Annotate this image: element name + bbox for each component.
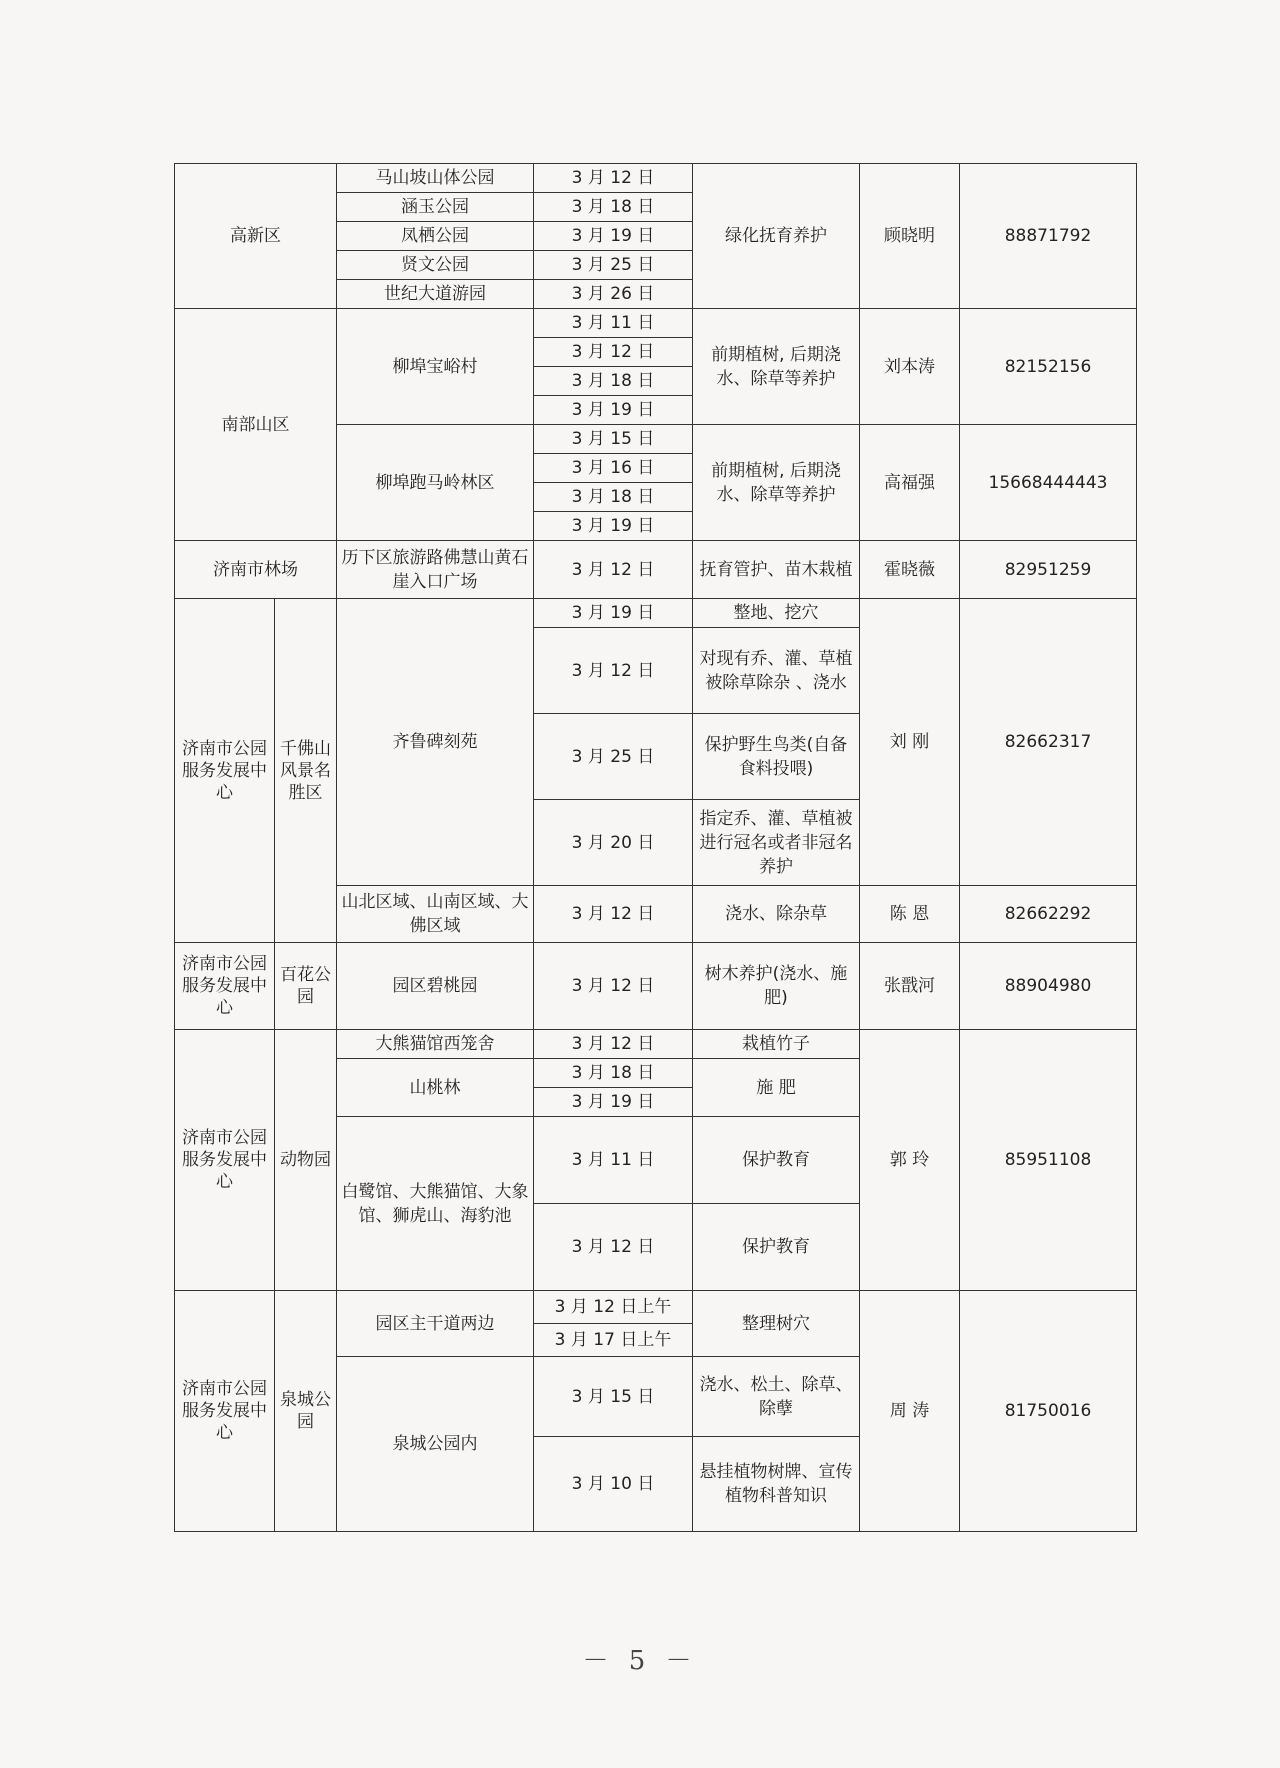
unit-cell: 济南市林场 [175,541,337,599]
date-cell: 3 月 12 日 [534,628,693,714]
site-cell: 马山坡山体公园 [337,164,534,193]
contact-cell: 刘 刚 [860,599,960,886]
content-cell: 浇水、松土、除草、除孽 [693,1357,860,1437]
date-cell: 3 月 11 日 [534,1117,693,1204]
site-cell: 世纪大道游园 [337,280,534,309]
unit-cell: 高新区 [175,164,337,309]
content-cell: 前期植树, 后期浇水、除草等养护 [693,309,860,425]
date-cell: 3 月 12 日 [534,1030,693,1059]
phone-cell: 82662317 [960,599,1137,886]
content-cell: 抚育管护、苗木栽植 [693,541,860,599]
date-cell: 3 月 18 日 [534,193,693,222]
date-cell: 3 月 12 日 [534,943,693,1030]
date-cell: 3 月 19 日 [534,512,693,541]
contact-cell: 刘本涛 [860,309,960,425]
date-cell: 3 月 15 日 [534,425,693,454]
date-cell: 3 月 12 日 [534,1204,693,1291]
date-cell: 3 月 12 日 [534,164,693,193]
table-row [175,1291,1137,1324]
content-cell: 树木养护(浇水、施肥) [693,943,860,1030]
subunit-cell: 百花公园 [275,943,337,1030]
unit-cell: 济南市公园服务发展中心 [175,1291,275,1532]
site-cell: 园区碧桃园 [337,943,534,1030]
table-row [175,599,1137,628]
contact-cell: 霍晓薇 [860,541,960,599]
contact-cell: 高福强 [860,425,960,541]
unit-cell: 济南市公园服务发展中心 [175,943,275,1030]
site-cell: 白鹭馆、大熊猫馆、大象馆、狮虎山、海豹池 [337,1117,534,1291]
subunit-cell: 动物园 [275,1030,337,1291]
contact-cell: 张戬河 [860,943,960,1030]
subunit-cell: 千佛山风景名胜区 [275,599,337,943]
contact-cell: 周 涛 [860,1291,960,1532]
content-cell: 栽植竹子 [693,1030,860,1059]
site-cell: 齐鲁碑刻苑 [337,599,534,886]
subunit-cell: 泉城公园 [275,1291,337,1532]
site-cell: 大熊猫馆西笼舍 [337,1030,534,1059]
contact-cell: 陈 恩 [860,886,960,943]
site-cell: 泉城公园内 [337,1357,534,1532]
content-cell: 指定乔、灌、草植被进行冠名或者非冠名养护 [693,800,860,886]
date-cell: 3 月 25 日 [534,714,693,800]
date-cell: 3 月 18 日 [534,1059,693,1088]
page-number: － 5 － [582,1646,698,1676]
table-row [175,541,1137,599]
date-cell: 3 月 16 日 [534,454,693,483]
phone-cell: 88904980 [960,943,1137,1030]
date-cell: 3 月 26 日 [534,280,693,309]
date-cell: 3 月 20 日 [534,800,693,886]
content-cell: 保护野生鸟类(自备食料投喂) [693,714,860,800]
date-cell: 3 月 15 日 [534,1357,693,1437]
site-cell: 山桃林 [337,1059,534,1117]
date-cell: 3 月 19 日 [534,1088,693,1117]
site-cell: 贤文公园 [337,251,534,280]
date-cell: 3 月 18 日 [534,367,693,396]
phone-cell: 88871792 [960,164,1137,309]
date-cell: 3 月 12 日 [534,338,693,367]
site-cell: 园区主干道两边 [337,1291,534,1357]
date-cell: 3 月 18 日 [534,483,693,512]
phone-cell: 82662292 [960,886,1137,943]
date-cell: 3 月 19 日 [534,396,693,425]
site-cell: 涵玉公园 [337,193,534,222]
content-cell: 前期植树, 后期浇水、除草等养护 [693,425,860,541]
content-cell: 绿化抚育养护 [693,164,860,309]
date-cell: 3 月 12 日 [534,541,693,599]
site-cell: 历下区旅游路佛慧山黄石崖入口广场 [337,541,534,599]
content-cell: 悬挂植物树牌、宣传植物科普知识 [693,1437,860,1532]
date-cell: 3 月 25 日 [534,251,693,280]
date-cell: 3 月 12 日上午 [534,1291,693,1324]
site-cell: 柳埠宝峪村 [337,309,534,425]
date-cell: 3 月 11 日 [534,309,693,338]
contact-cell: 顾晓明 [860,164,960,309]
date-cell: 3 月 17 日上午 [534,1324,693,1357]
unit-cell: 济南市公园服务发展中心 [175,599,275,943]
date-cell: 3 月 19 日 [534,599,693,628]
unit-cell: 南部山区 [175,309,337,541]
table-row [175,309,1137,338]
content-cell: 施 肥 [693,1059,860,1117]
site-cell: 凤栖公园 [337,222,534,251]
table-row [175,164,1137,193]
date-cell: 3 月 12 日 [534,886,693,943]
content-cell: 对现有乔、灌、草植被除草除杂 、浇水 [693,628,860,714]
content-cell: 整理树穴 [693,1291,860,1357]
content-cell: 整地、挖穴 [693,599,860,628]
phone-cell: 82152156 [960,309,1137,425]
phone-cell: 85951108 [960,1030,1137,1291]
phone-cell: 15668444443 [960,425,1137,541]
site-cell: 柳埠跑马岭林区 [337,425,534,541]
phone-cell: 81750016 [960,1291,1137,1532]
contact-cell: 郭 玲 [860,1030,960,1291]
site-cell: 山北区域、山南区域、大佛区域 [337,886,534,943]
table-row [175,943,1137,1030]
phone-cell: 82951259 [960,541,1137,599]
schedule-table [174,163,1137,1532]
content-cell: 保护教育 [693,1204,860,1291]
date-cell: 3 月 10 日 [534,1437,693,1532]
table-row [175,1030,1137,1059]
date-cell: 3 月 19 日 [534,222,693,251]
content-cell: 浇水、除杂草 [693,886,860,943]
unit-cell: 济南市公园服务发展中心 [175,1030,275,1291]
content-cell: 保护教育 [693,1117,860,1204]
